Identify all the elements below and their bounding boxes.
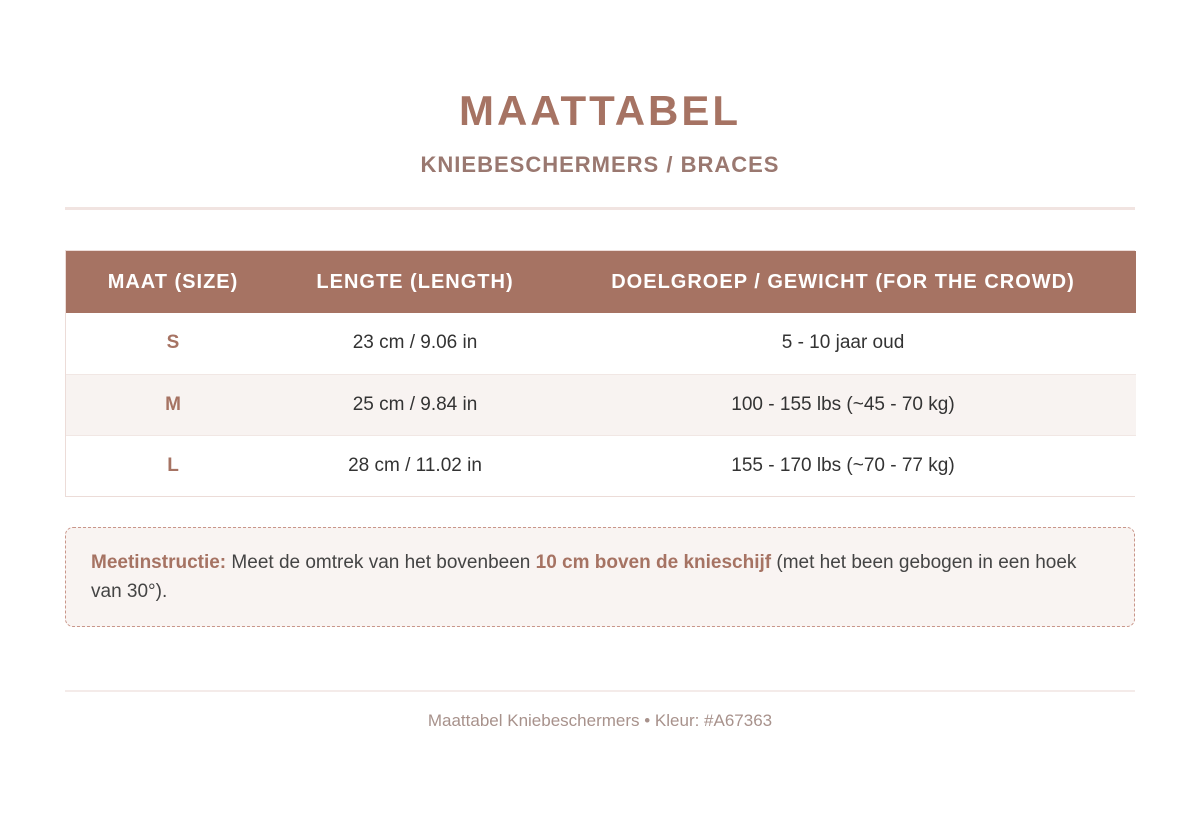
size-table (66, 251, 1136, 496)
table-row (66, 435, 1136, 496)
size-table-container (65, 250, 1135, 497)
instruction-label: Meetinstructie: (91, 552, 227, 573)
size-cell: L (66, 435, 280, 496)
footer-text: Maattabel Kniebeschermers • Kleur: #A67363 (427, 711, 773, 730)
column-header-target: DOELGROEP / GEWICHT (FOR THE CROWD) (611, 270, 1075, 293)
column-header-size: MAAT (SIZE) (107, 270, 239, 293)
footer-divider (65, 690, 1135, 692)
length-cell: 23 cm / 9.06 in (352, 332, 478, 354)
size-chart-page (65, 0, 1135, 820)
instruction-highlight: 10 cm boven de knieschijf (535, 552, 772, 573)
page-subtitle: KNIEBESCHERMERS / BRACES (420, 152, 780, 177)
column-header-length: LENGTE (LENGTH) (316, 270, 514, 293)
length-cell: 25 cm / 9.84 in (280, 374, 550, 435)
target-cell: 100 - 155 lbs (~45 - 70 kg) (550, 374, 1136, 435)
measurement-instruction (65, 527, 1135, 627)
table-row (66, 313, 1136, 374)
table-row (66, 374, 1136, 435)
length-cell: 28 cm / 11.02 in (280, 435, 550, 496)
instruction-text-after: (met het been gebogen in een hoek van 30°). (91, 552, 1077, 602)
table-header-row (66, 251, 1136, 313)
page-title: MAATTABEL (458, 87, 742, 134)
instruction-text-before: Meet de omtrek van het bovenbeen (226, 552, 536, 573)
size-cell: M (66, 374, 280, 435)
size-cell: S (166, 332, 180, 354)
target-cell: 155 - 170 lbs (~70 - 77 kg) (550, 435, 1136, 496)
target-cell: 5 - 10 jaar oud (781, 332, 905, 354)
header-divider (65, 207, 1135, 210)
